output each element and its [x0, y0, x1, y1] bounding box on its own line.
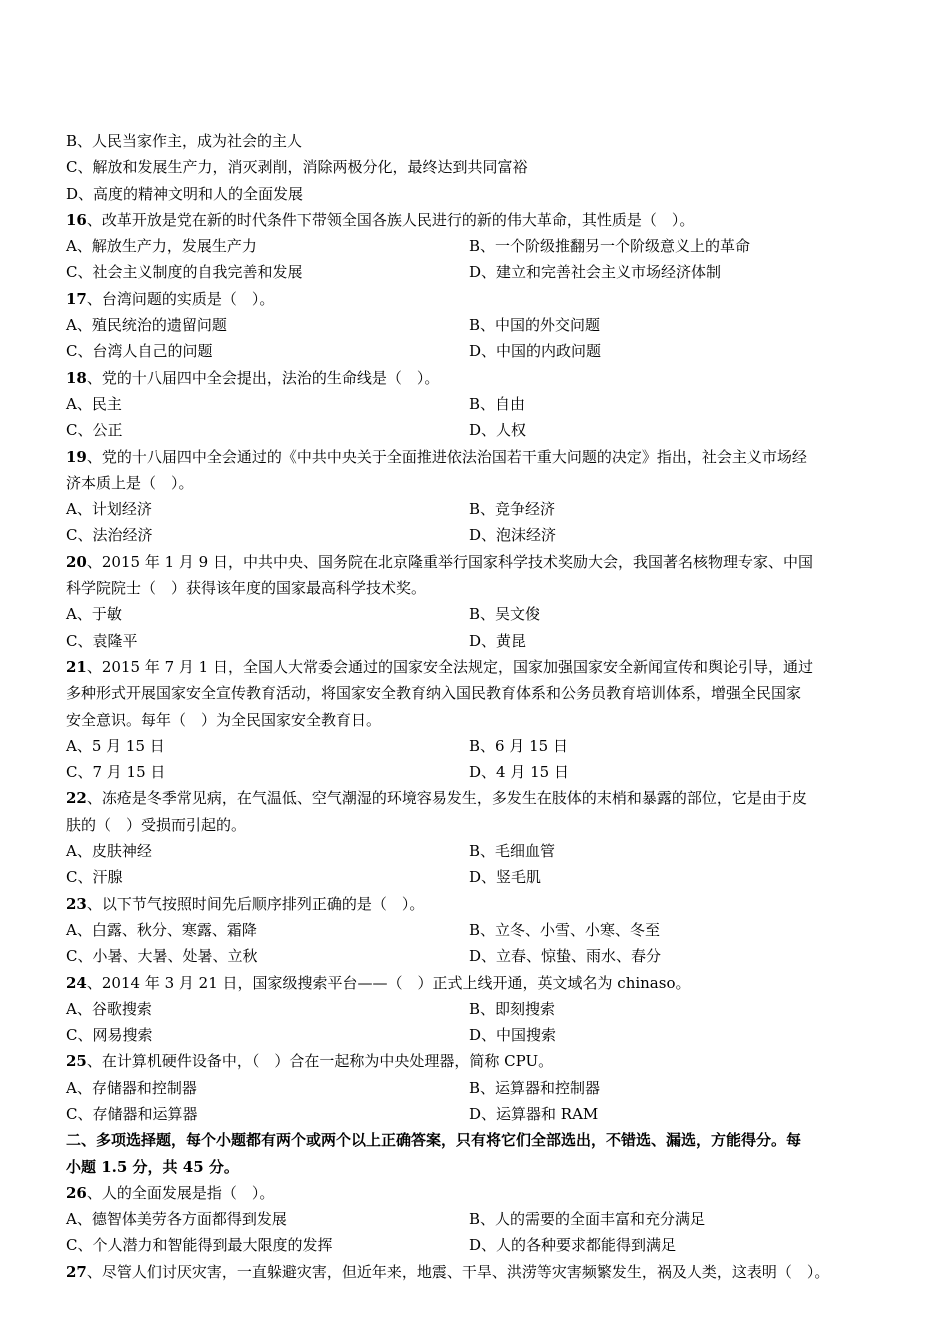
question-number: 26 [66, 1183, 87, 1202]
question-text-cont: 安全意识。每年（ ）为全民国家安全教育日。 [66, 710, 382, 729]
option-c: C、汗腺 [66, 868, 123, 887]
options-row [66, 1101, 896, 1127]
question-text-cont: 多种形式开展国家安全宣传教育活动，将国家安全教育纳入国民教育体系和公务员教育培训体系，增强全民国家 [66, 684, 802, 703]
option-c: C、台湾人自己的问题 [66, 342, 213, 361]
option-c: C、袁隆平 [66, 631, 138, 650]
option-b: B、自由 [469, 394, 526, 413]
question-number: 22 [66, 789, 87, 808]
options-row [66, 417, 896, 443]
option-a: A、皮肤神经 [66, 842, 152, 861]
question-number: 16 [66, 210, 87, 229]
option-a: A、殖民统治的遗留问题 [66, 316, 227, 335]
option-b: B、6 月 15 日 [469, 736, 568, 755]
option-b: B、中国的外交问题 [469, 316, 601, 335]
question-27 [66, 1259, 896, 1285]
question-text: 、人的全面发展是指（ ）。 [86, 1183, 275, 1202]
option-d: D、人权 [469, 421, 527, 440]
question-19 [66, 444, 896, 470]
question-number: 25 [66, 1052, 87, 1071]
option-d: D、运算器和 RAM [469, 1104, 599, 1123]
question-text: 、冻疮是冬季常见病，在气温低、空气潮湿的环境容易发生，多发生在肢体的末梢和暴露的部位，它是由于皮 [86, 789, 807, 808]
options-row [66, 838, 896, 864]
option-d: D、竖毛肌 [469, 868, 542, 887]
option-a: A、民主 [66, 394, 122, 413]
question-text: 、2015 年 7 月 1 日，全国人大常委会通过的国家安全法规定，国家加强国家安全新闻宣传和舆论引导，通过 [86, 657, 813, 676]
option-d: D、中国的内政问题 [469, 342, 602, 361]
question-number: 18 [66, 368, 87, 387]
question-21 [66, 654, 896, 680]
question-text-cont: 科学院院士（ ）获得该年度的国家最高科学技术奖。 [66, 579, 427, 598]
option-a: A、白露、秋分、寒露、霜降 [66, 920, 257, 939]
question-number: 24 [66, 973, 87, 992]
option-d: D、建立和完善社会主义市场经济体制 [469, 263, 722, 282]
question-number: 19 [66, 447, 87, 466]
option-d: D、中国搜索 [469, 1026, 557, 1045]
section-heading: 二、多项选择题，每个小题都有两个或两个以上正确答案，只有将它们全部选出，不错选、漏选，方能得分。每 [66, 1131, 802, 1150]
option-b: B、即刻搜索 [469, 999, 556, 1018]
options-row [66, 1022, 896, 1048]
options-row [66, 1232, 896, 1258]
question-text: 、尽管人们讨厌灾害，一直躲避灾害，但近年来，地震、干旱、洪涝等灾害频繁发生，祸及人类，这表明（ ）。 [86, 1262, 830, 1281]
question-text: 、党的十八届四中全会提出，法治的生命线是（ ）。 [86, 368, 440, 387]
options-row [66, 864, 896, 890]
options-row [66, 259, 896, 285]
question-20 [66, 549, 896, 575]
option-c: C、网易搜索 [66, 1026, 153, 1045]
options-row [66, 628, 896, 654]
option-d: D、高度的精神文明和人的全面发展 [66, 184, 304, 203]
option-b: B、吴文俊 [469, 605, 541, 624]
options-row [66, 233, 896, 259]
question-text: 、2014 年 3 月 21 日，国家级搜索平台——（ ）正式上线开通，英文域名为 chinaso。 [86, 973, 691, 992]
option-a: A、计划经济 [66, 500, 152, 519]
option-c: C、公正 [66, 421, 123, 440]
option-d: D、泡沫经济 [469, 526, 557, 545]
option-d: D、立春、惊蛰、雨水、春分 [469, 947, 662, 966]
option-b: B、竞争经济 [469, 500, 556, 519]
question-text: 、2015 年 1 月 9 日，中共中央、国务院在北京隆重举行国家科学技术奖励大会，我国著名核物理专家、中国 [86, 552, 813, 571]
option-c: C、小暑、大暑、处暑、立秋 [66, 947, 258, 966]
question-26 [66, 1180, 896, 1206]
question-25 [66, 1048, 896, 1074]
question-text: 、改革开放是党在新的时代条件下带领全国各族人民进行的新的伟大革命，其性质是（ ）。 [86, 210, 695, 229]
option-b: B、人的需要的全面丰富和充分满足 [469, 1210, 706, 1229]
option-c: C、法治经济 [66, 526, 153, 545]
question-text: 、台湾问题的实质是（ ）。 [86, 289, 275, 308]
question-text: 、以下节气按照时间先后顺序排列正确的是（ ）。 [86, 894, 425, 913]
exam-page [66, 128, 896, 1285]
options-row [66, 759, 896, 785]
options-row [66, 1206, 896, 1232]
section-heading-cont: 小题 1.5 分，共 45 分。 [66, 1157, 239, 1176]
option-b: B、人民当家作主，成为社会的主人 [66, 132, 303, 150]
option-b: B、毛细血管 [469, 842, 556, 861]
question-24 [66, 970, 896, 996]
option-a: A、德智体美劳各方面都得到发展 [66, 1210, 287, 1229]
option-a: A、5 月 15 日 [66, 736, 165, 755]
option-a: A、存储器和控制器 [66, 1078, 197, 1097]
question-22 [66, 785, 896, 811]
question-18 [66, 365, 896, 391]
option-c: C、社会主义制度的自我完善和发展 [66, 263, 303, 282]
option-d: D、4 月 15 日 [469, 763, 569, 782]
options-row [66, 733, 896, 759]
question-text: 、党的十八届四中全会通过的《中共中央关于全面推进依法治国若干重大问题的决定》指出，社会主义市场经 [86, 447, 807, 466]
option-c: C、个人潜力和智能得到最大限度的发挥 [66, 1236, 333, 1255]
option-c: C、7 月 15 日 [66, 763, 166, 782]
question-text-cont: 济本质上是（ ）。 [66, 473, 194, 492]
option-c: C、解放和发展生产力，消灭剥削，消除两极分化，最终达到共同富裕 [66, 158, 528, 177]
options-row [66, 312, 896, 338]
question-number: 21 [66, 657, 87, 676]
option-a: A、谷歌搜索 [66, 999, 152, 1018]
option-b: B、一个阶级推翻另一个阶级意义上的革命 [469, 237, 751, 256]
option-a: A、解放生产力，发展生产力 [66, 237, 257, 256]
options-row [66, 601, 896, 627]
option-b: B、运算器和控制器 [469, 1078, 601, 1097]
options-row [66, 391, 896, 417]
option-d: D、黄昆 [469, 631, 527, 650]
option-d: D、人的各种要求都能得到满足 [469, 1236, 677, 1255]
option-c: C、存储器和运算器 [66, 1104, 198, 1123]
question-16 [66, 207, 896, 233]
options-row [66, 338, 896, 364]
options-row [66, 996, 896, 1022]
question-number: 17 [66, 289, 87, 308]
options-row [66, 1075, 896, 1101]
option-a: A、于敏 [66, 605, 122, 624]
question-text: 、在计算机硬件设备中，（ ）合在一起称为中央处理器，简称 CPU。 [86, 1052, 554, 1071]
question-text-cont: 肤的（ ）受损而引起的。 [66, 815, 247, 834]
question-17 [66, 286, 896, 312]
options-row [66, 917, 896, 943]
question-23 [66, 891, 896, 917]
question-number: 23 [66, 894, 87, 913]
question-number: 27 [66, 1262, 87, 1281]
options-row [66, 943, 896, 969]
option-b: B、立冬、小雪、小寒、冬至 [469, 920, 661, 939]
options-row [66, 496, 896, 522]
options-row [66, 522, 896, 548]
question-number: 20 [66, 552, 87, 571]
